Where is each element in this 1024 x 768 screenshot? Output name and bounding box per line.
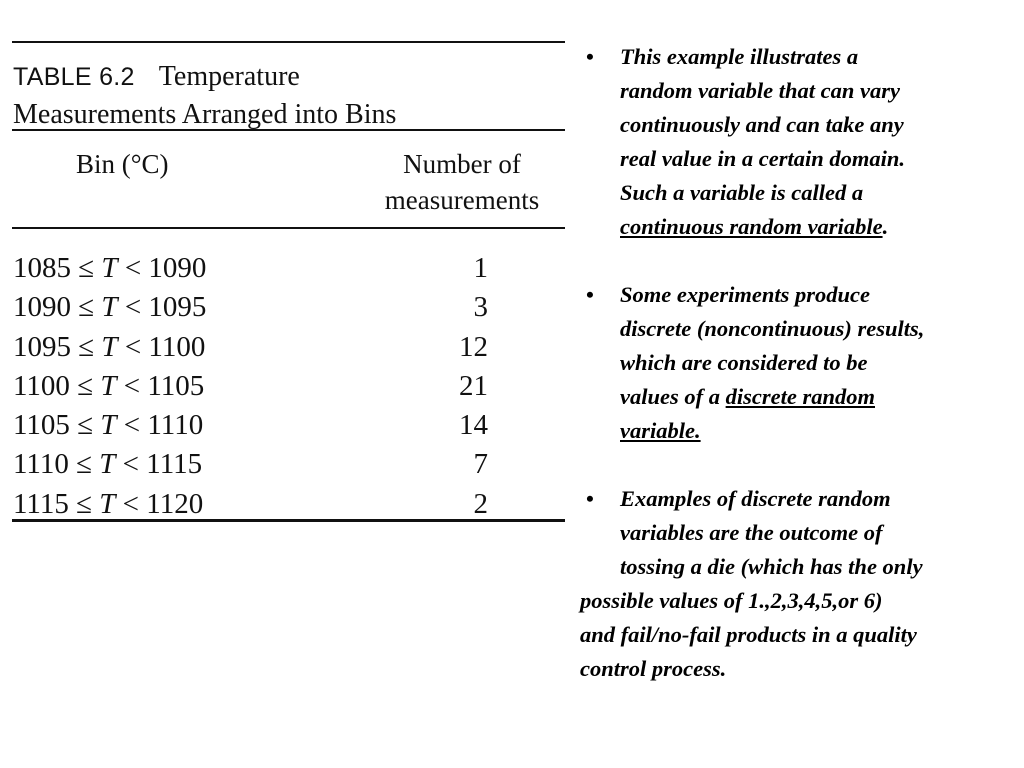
bin-op-le: ≤ [77,409,94,442]
bin-low: 1085 [13,252,71,284]
bullet-examples [580,482,1020,686]
bullet-3-line-5: and fail/no-fail products in a quality [580,622,917,647]
bullet-3-line-3: tossing a die (which has the only [620,554,923,579]
bullet-1-line-4: real value in a certain domain. [620,146,906,171]
bullet-1-end: . [882,214,889,239]
bin-op-le: ≤ [78,330,95,363]
bin-op-le: ≤ [77,369,94,402]
table-caption-title-line2: Measurements Arranged into Bins [13,99,397,130]
bin-high: 1095 [148,291,207,324]
bin-op-le: ≤ [78,252,95,284]
bin-low: 1110 [13,448,69,481]
cell-bin [13,328,205,367]
bin-low: 1100 [13,369,70,402]
bin-op-lt: < [122,487,140,520]
bin-high: 1120 [146,487,204,520]
bullet-2-line-3: which are considered to be [620,350,868,375]
table-caption [12,43,565,129]
column-header-count-line2: measurements [384,185,540,215]
cell-bin [13,288,206,327]
bullet-continuous [580,40,1020,244]
cell-count: 3 [473,291,488,324]
bin-op-le: ≤ [76,448,93,481]
bullet-1-line-5: Such a variable is called a [620,180,864,205]
bullet-mark: • [586,486,594,511]
bullet-3-line-1: Examples of discrete random [620,486,891,511]
bin-high: 1115 [146,448,203,481]
table-row [12,445,565,484]
bin-op-lt: < [123,409,141,442]
column-header-bin: Bin (°C) [76,149,169,179]
bin-variable: T [100,409,117,442]
column-header-count-line1: Number of [403,149,521,179]
cell-bin [13,406,203,445]
bin-op-lt: < [124,252,142,284]
table-row [12,328,565,367]
bin-high: 1110 [147,409,204,442]
cell-count: 21 [459,369,488,402]
bullet-mark: • [586,44,594,69]
bin-low: 1095 [13,330,71,363]
cell-count: 1 [473,252,488,284]
term-variable: variable. [620,418,701,443]
bin-op-lt: < [123,369,141,402]
table-header [12,131,565,227]
cell-count: 14 [459,409,488,442]
bin-low: 1115 [13,487,69,520]
bin-variable: T [101,252,118,284]
bin-variable: T [101,330,118,363]
bin-variable: T [100,369,117,402]
bin-high: 1105 [147,369,205,402]
term-discrete-random: discrete random [725,384,875,409]
bullet-1-line-1: This example illustrates a [620,44,859,69]
bin-low: 1090 [13,291,71,324]
bin-op-le: ≤ [78,291,95,324]
temperature-bins-table [12,41,565,522]
bin-high: 1090 [148,252,207,284]
bullet-1-line-2: random variable that can vary [620,78,900,103]
bin-op-lt: < [124,330,142,363]
bullet-2-line-4-pre: values of a [620,384,726,409]
bin-variable: T [99,487,116,520]
cell-bin [13,367,204,406]
bin-op-lt: < [124,291,142,324]
bullet-1-line-3: continuously and can take any [620,112,904,137]
term-continuous-random-variable: continuous random variable [620,214,883,239]
cell-count: 2 [473,487,488,520]
bullet-3-line-6: control process. [580,656,727,681]
cell-bin [13,485,203,524]
table-row [12,288,565,327]
table-body [12,229,565,519]
bin-variable: T [99,448,116,481]
table-row [12,367,565,406]
bin-variable: T [101,291,118,324]
cell-count: 7 [473,448,488,481]
cell-bin [13,249,206,288]
table-caption-label: TABLE 6.2 [13,63,135,91]
table-row [12,485,565,524]
bullet-discrete [580,278,1020,448]
bullet-2-line-2: discrete (noncontinuous) results, [620,316,925,341]
table-row [12,249,565,288]
cell-count: 12 [459,330,488,363]
table-caption-title-line1: Temperature [158,61,300,92]
bullet-2-line-1: Some experiments produce [620,282,870,307]
table-row [12,406,565,445]
bullet-3-line-2: variables are the outcome of [620,520,883,545]
bin-op-le: ≤ [76,487,93,520]
bin-low: 1105 [13,409,70,442]
cell-bin [13,445,202,484]
bullet-3-line-4: possible values of 1.,2,3,4,5,or 6) [580,588,883,613]
bullet-mark: • [586,282,594,307]
notes [580,40,1020,720]
column-header-count [352,146,572,218]
bin-op-lt: < [122,448,140,481]
bin-high: 1100 [148,330,206,363]
